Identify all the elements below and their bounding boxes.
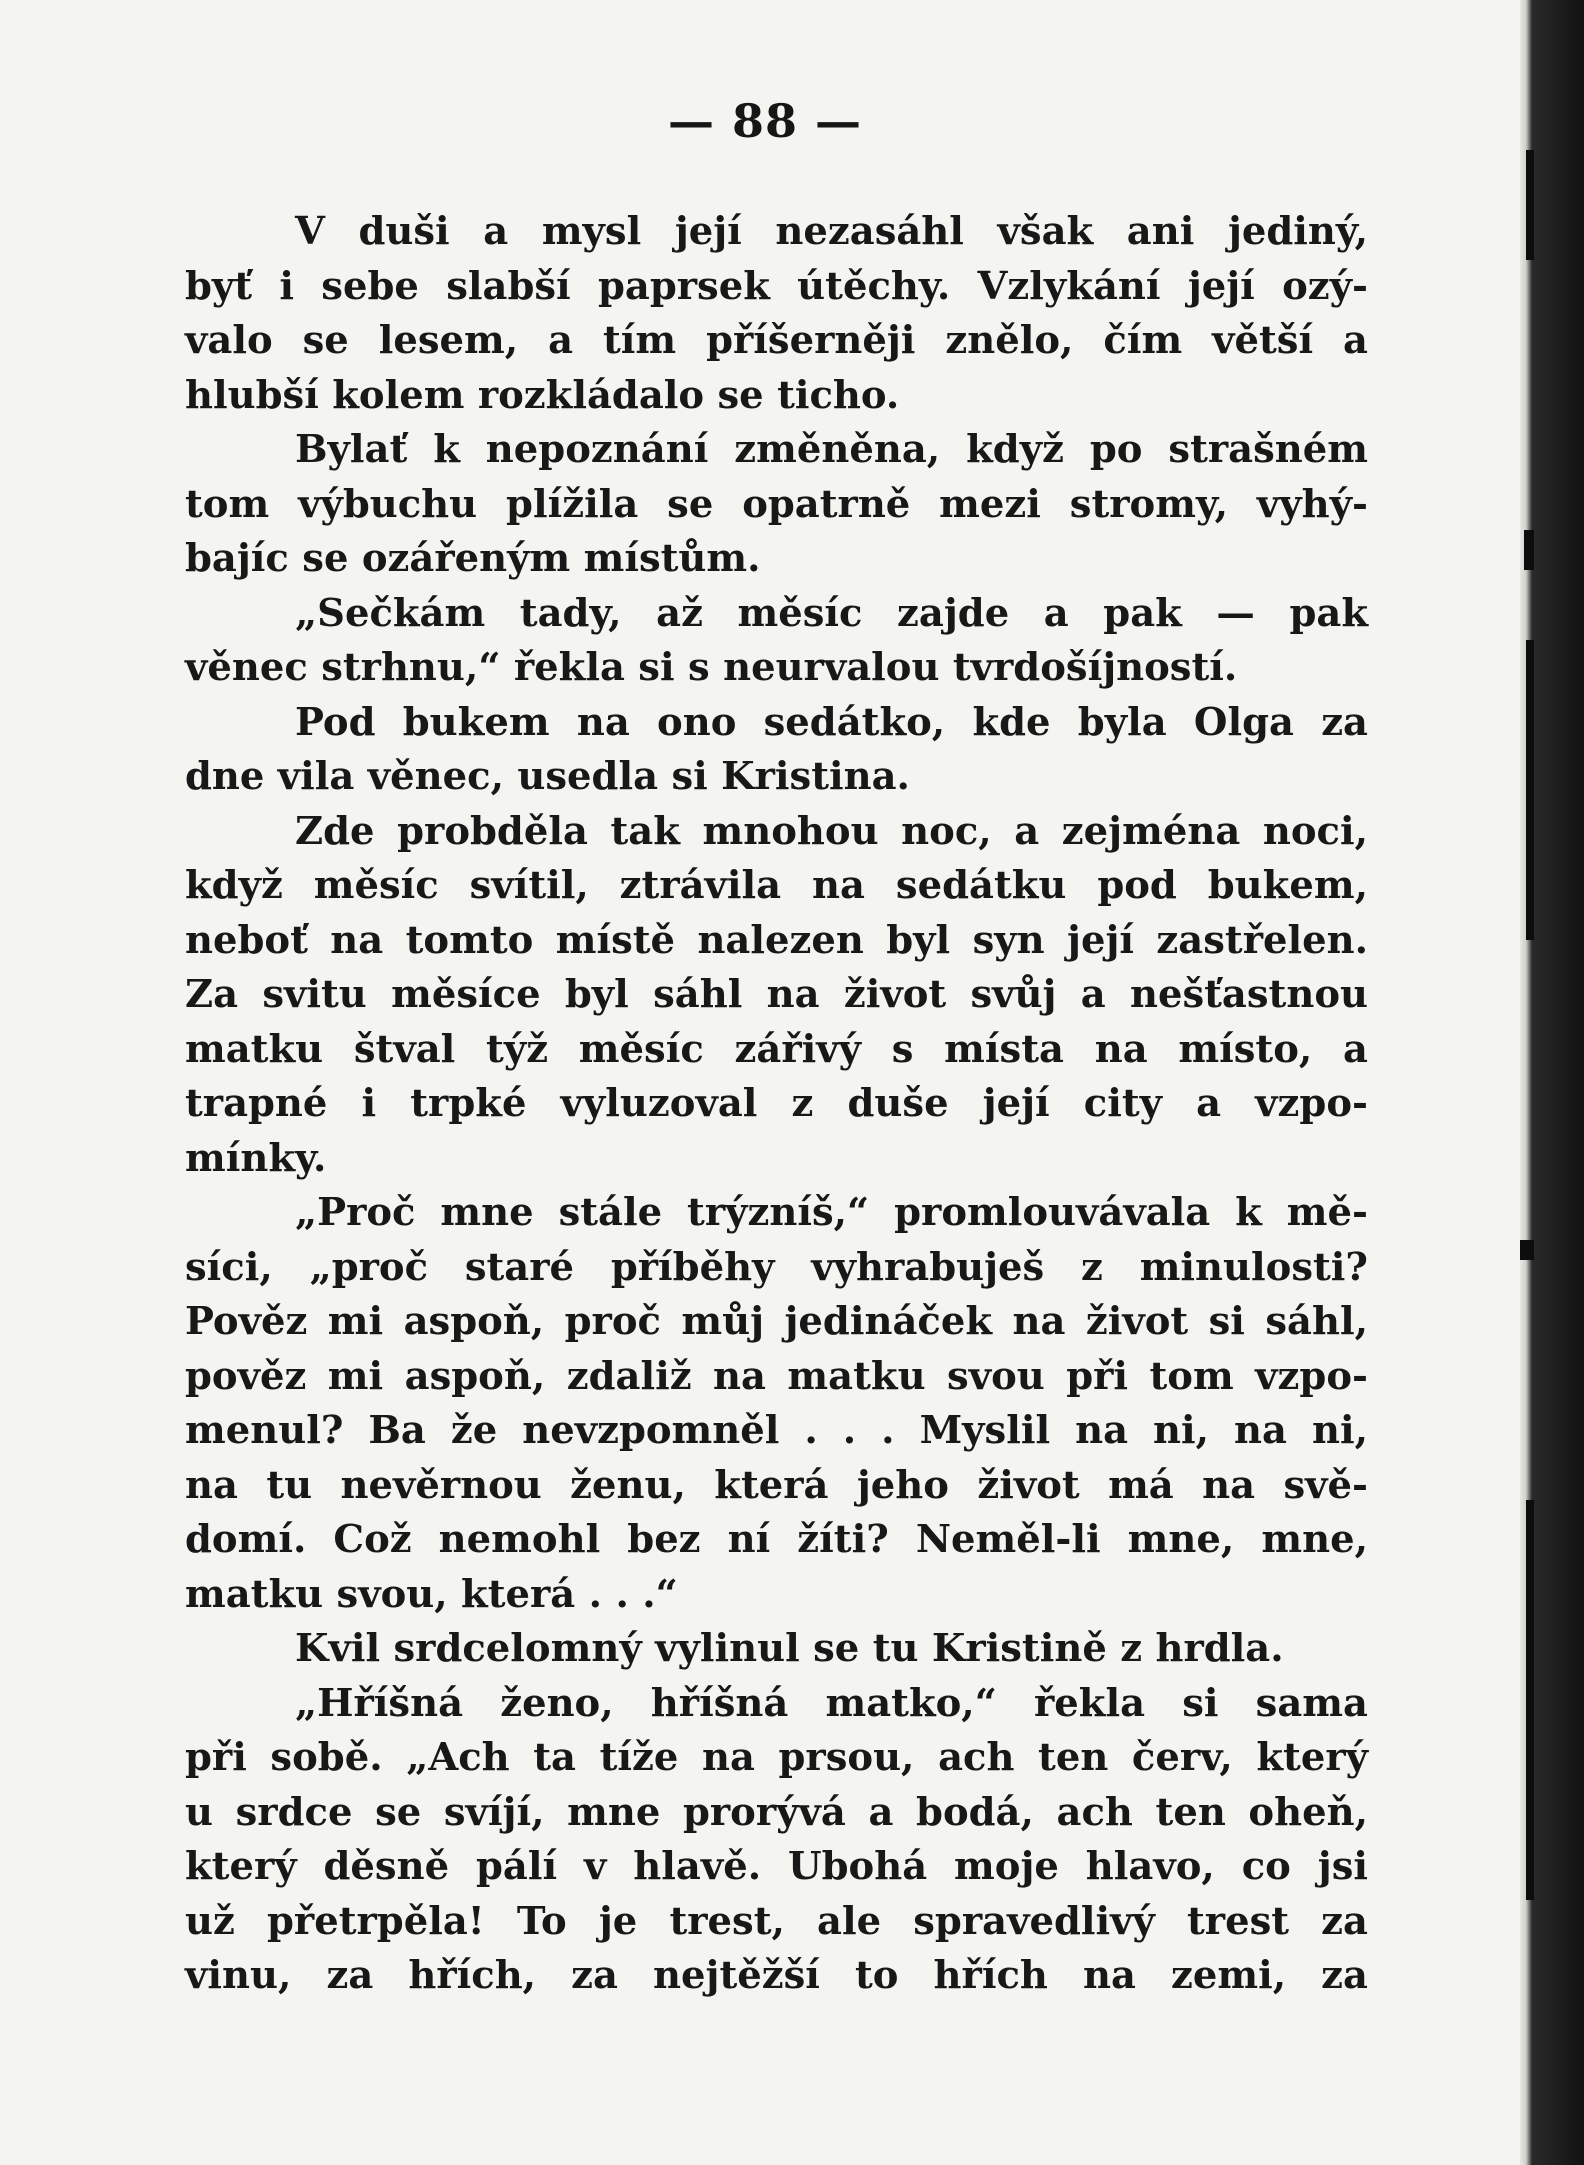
text-line: který děsně pálí v hlavě. Ubohá moje hlavo, co jsi	[185, 1844, 1368, 1889]
text-line: „Hříšná ženo, hříšná matko,“ řekla si sama	[295, 1680, 1368, 1726]
text-line: když měsíc svítil, ztrávila na sedátku pod bukem,	[185, 863, 1368, 908]
text-line: Bylať k nepoznání změněna, když po strašném	[295, 427, 1368, 472]
text-line: trapné i trpké vyluzoval z duše její city a vzpo-	[185, 1081, 1368, 1126]
text-line: na tu nevěrnou ženu, která jeho život má na svě-	[185, 1462, 1368, 1508]
text-line: byť i sebe slabší paprsek útěchy. Vzlykání její ozý-	[185, 263, 1368, 309]
text-line: „Sečkám tady, až měsíc zajde a pak — pak	[295, 590, 1368, 636]
text-line: vinu, za hřích, za nejtěžší to hřích na zemi, za	[185, 1953, 1368, 1998]
text-line: bajíc se ozářeným místům.	[185, 536, 761, 581]
text-line: věnec strhnu,“ řekla si s neurvalou tvrdošíjností.	[185, 645, 1238, 690]
text-line: pověz mi aspoň, zdaliž na matku svou při tom vzpo-	[185, 1353, 1368, 1399]
text-line: „Proč mne stále trýzníš,“ promlouvávala k mě-	[295, 1190, 1368, 1235]
text-line: u srdce se svíjí, mne prorývá a bodá, ach ten oheň,	[185, 1789, 1368, 1835]
text-line: Zde probděla tak mnohou noc, a zejména noci,	[295, 808, 1368, 854]
text-line: matku štval týž měsíc zářivý s místa na místo, a	[185, 1026, 1368, 1072]
text-line: už přetrpěla! To je trest, ale spravedlivý trest za	[185, 1898, 1368, 1944]
text-line: dne vila věnec, usedla si Kristina.	[185, 754, 910, 799]
text-line: Pod bukem na ono sedátko, kde byla Olga za	[295, 699, 1368, 745]
text-line: matku svou, která . . .“	[185, 1571, 678, 1617]
text-line: menul? Ba že nevzpomněl . . . Myslil na ni, na ni,	[185, 1408, 1368, 1453]
text-line: V duši a mysl její nezasáhl však ani jediný,	[295, 209, 1368, 254]
text-line: neboť na tomto místě nalezen byl syn její zastřelen.	[185, 917, 1368, 963]
text-line: Kvil srdcelomný vylinul se tu Kristině z hrdla.	[295, 1626, 1284, 1671]
text-line: tom výbuchu plížila se opatrně mezi stromy, vyhý-	[185, 481, 1368, 527]
page-number: — 88 —	[667, 94, 863, 148]
text-line: hlubší kolem rozkládalo se ticho.	[185, 372, 900, 418]
text-line: domí. Což nemohl bez ní žíti? Neměl-li mne, mne,	[185, 1517, 1368, 1562]
text-line: síci, „proč staré příběhy vyhrabuješ z minulosti?	[185, 1244, 1368, 1290]
page-edge-shadow	[1520, 0, 1584, 2165]
text-line: valo se lesem, a tím příšerněji znělo, čím větší a	[185, 318, 1368, 363]
text-line: mínky.	[185, 1135, 327, 1181]
text-line: Za svitu měsíce byl sáhl na život svůj a nešťastnou	[185, 972, 1368, 1017]
text-line: Pověz mi aspoň, proč můj jedináček na život si sáhl,	[185, 1299, 1368, 1344]
body-text	[185, 205, 1368, 2004]
text-line: při sobě. „Ach ta tíže na prsou, ach ten červ, který	[185, 1735, 1368, 1780]
